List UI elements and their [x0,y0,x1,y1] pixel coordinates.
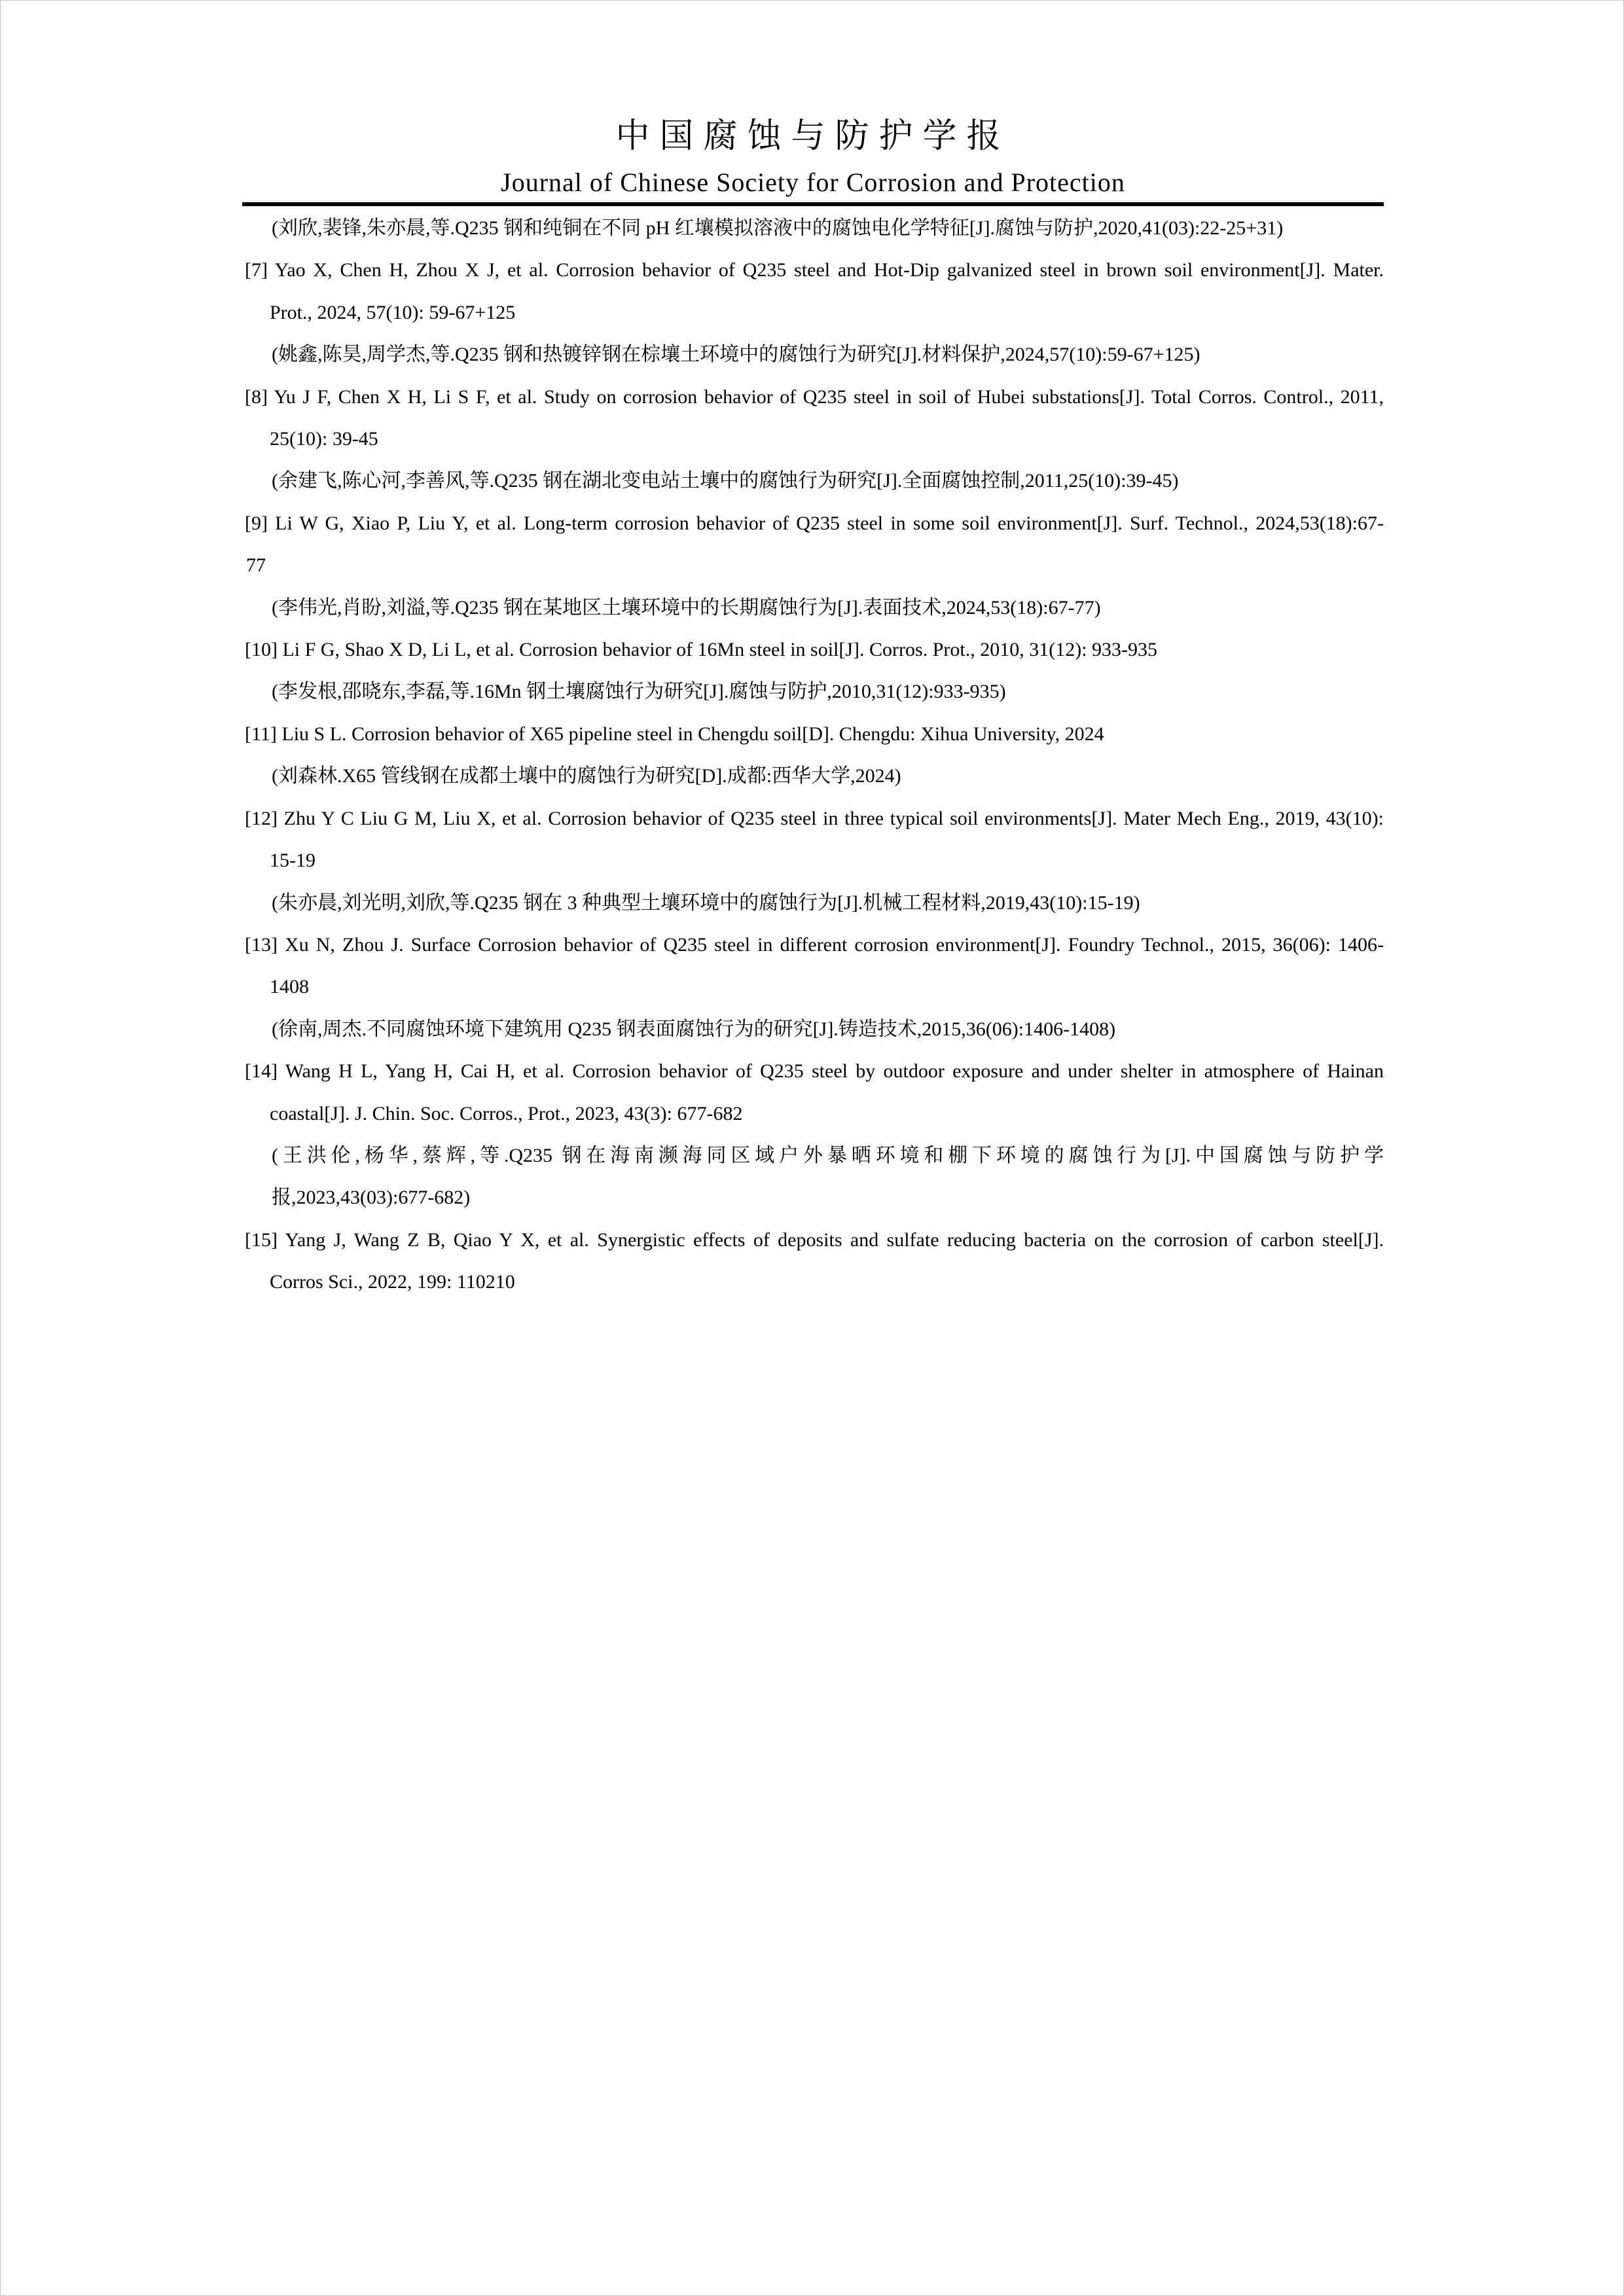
reference-line: Prot., 2024, 57(10): 59-67+125 [270,301,516,323]
reference-line: (余建飞,陈心河,李善风,等.Q235 钢在湖北变电站土壤中的腐蚀行为研究[J].全面腐蚀控制,2011,25(10):39-45) [272,470,1179,492]
reference-line: coastal[J]. J. Chin. Soc. Corros., Prot., 2023, 43(3): 677-682 [270,1102,743,1124]
journal-title-english: Journal of Chinese Society for Corrosion and Protection [501,168,1125,197]
reference-line: [10] Li F G, Shao X D, Li L, et al. Corrosion behavior of 16Mn steel in soil[J]. Corros. Prot., 2010, 31(12): 933-935 [245,639,1158,661]
reference-line: [12] Zhu Y C Liu G M, Liu X, et al. Corrosion behavior of Q235 steel in three typical soil environments[J]. Mater Mech Eng., 2019, 43(10): [245,807,1384,829]
reference-line: [13] Xu N, Zhou J. Surface Corrosion behavior of Q235 steel in different corrosion environment[J]. Foundry Technol., 2015, 36(06): 1406- [245,933,1384,956]
reference-line: (刘欣,裴锋,朱亦晨,等.Q235 钢和纯铜在不同 pH 红壤模拟溶液中的腐蚀电化学特征[J].腐蚀与防护,2020,41(03):22-25+31) [272,217,1284,239]
reference-line: (李伟光,肖盼,刘溢,等.Q235 钢在某地区土壤环境中的长期腐蚀行为[J].表面技术,2024,53(18):67-77) [272,596,1101,619]
reference-line: [8] Yu J F, Chen X H, Li S F, et al. Study on corrosion behavior of Q235 steel in soil of Hubei substations[J]. Total Corros. Control., 2011, [245,386,1384,408]
reference-line: (徐南,周杰.不同腐蚀环境下建筑用 Q235 钢表面腐蚀行为的研究[J].铸造技术,2015,36(06):1406-1408) [272,1018,1116,1040]
reference-line: [7] Yao X, Chen H, Zhou X J, et al. Corrosion behavior of Q235 steel and Hot-Dip galvanized steel in brown soil environment[J]. Mater. [245,259,1384,281]
reference-line: (李发根,邵晓东,李磊,等.16Mn 钢土壤腐蚀行为研究[J].腐蚀与防护,2010,31(12):933-935) [272,681,1006,703]
reference-line: 77 [246,554,266,577]
reference-line: [11] Liu S L. Corrosion behavior of X65 pipeline steel in Chengdu soil[D]. Chengdu: Xihua University, 2024 [245,723,1104,745]
reference-line: (王洪伦,杨华,蔡辉,等.Q235 钢在海南濒海同区域户外暴晒环境和棚下环境的腐蚀行为[J].中国腐蚀与防护学 [272,1144,1384,1166]
reference-line: 报,2023,43(03):677-682) [272,1187,471,1209]
reference-line: Corros Sci., 2022, 199: 110210 [270,1271,515,1293]
reference-line: (姚鑫,陈昊,周学杰,等.Q235 钢和热镀锌钢在棕壤土环境中的腐蚀行为研究[J].材料保护,2024,57(10):59-67+125) [272,344,1200,366]
journal-title-chinese: 中国腐蚀与防护学报 [615,118,1011,155]
reference-line: 25(10): 39-45 [270,428,378,450]
header-divider-rule [242,202,1384,206]
reference-line: 1408 [270,976,309,998]
reference-list [242,207,1384,1304]
reference-line: [14] Wang H L, Yang H, Cai H, et al. Corrosion behavior of Q235 steel by outdoor exposure and under shelter in atmosphere of Hainan [245,1060,1384,1083]
reference-line: 15-19 [270,850,316,872]
reference-line: (刘森林.X65 管线钢在成都土壤中的腐蚀行为研究[D].成都:西华大学,2024) [272,765,901,787]
reference-line: (朱亦晨,刘光明,刘欣,等.Q235 钢在 3 种典型土壤环境中的腐蚀行为[J].机械工程材料,2019,43(10):15-19) [272,891,1140,914]
reference-line: [9] Li W G, Xiao P, Liu Y, et al. Long-term corrosion behavior of Q235 steel in some soil environment[J]. Surf. Technol., 2024,53(18):67- [245,512,1384,534]
reference-line: [15] Yang J, Wang Z B, Qiao Y X, et al. Synergistic effects of deposits and sulfate reducing bacteria on the corrosion of carbon steel[J]. [245,1229,1384,1251]
